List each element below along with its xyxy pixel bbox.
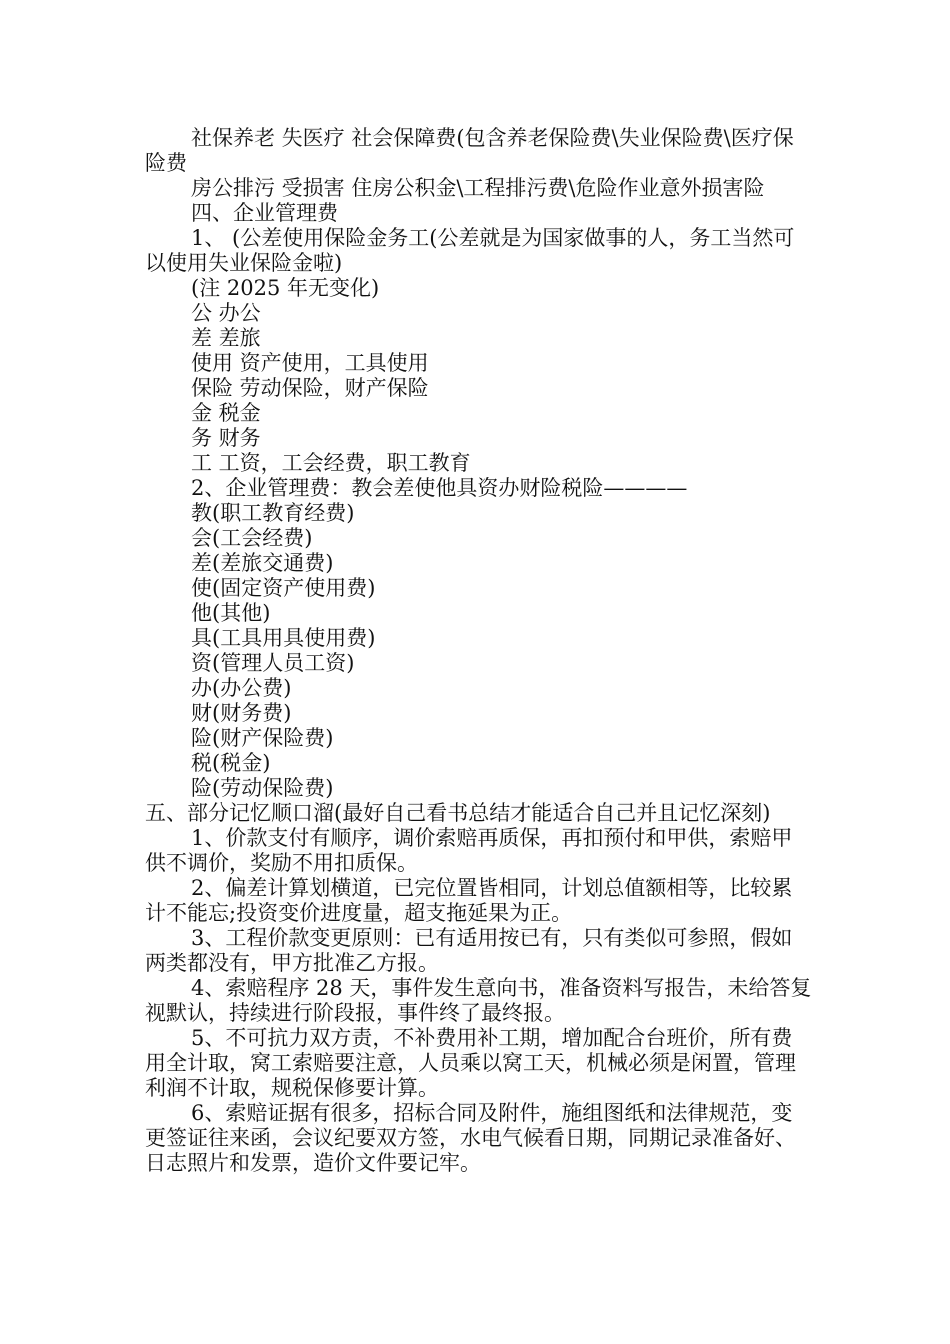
text-line: (注 2025 年无变化) (191, 276, 380, 300)
text-line: 差 差旅 (191, 326, 261, 350)
text-line: 5、不可抗力双方责，不补费用补工期，增加配合台班价，所有费用全计取，窝工索赔要注意，人员乘以窝工天，机械必须是闲置，管理利润不计取，规税保修要计算。 (145, 1026, 796, 1100)
text-line: 具(工具用具使用费) (191, 626, 376, 650)
text-line: 办(办公费) (191, 676, 292, 700)
text-line: 房公排污 受损害 住房公积金\工程排污费\危险作业意外损害险 (191, 176, 765, 200)
text-line: 务 财务 (191, 426, 261, 450)
text-line: 社保养老 失医疗 社会保障费(包含养老保险费\失业保险费\医疗保险费 (145, 126, 794, 175)
text-line: 教(职工教育经费) (191, 501, 355, 525)
text-line: 资(管理人员工资) (191, 651, 355, 675)
text-line: 保险 劳动保险，财产保险 (191, 376, 429, 400)
text-line: 3、工程价款变更原则：已有适用按已有，只有类似可参照，假如两类都没有，甲方批准乙方报。 (145, 926, 793, 975)
text-line: 2、偏差计算划横道，已完位置皆相同，计划总值额相等，比较累计不能忘;投资变价进度量，超支拖延果为正。 (145, 876, 793, 925)
text-line: 6、索赔证据有很多，招标合同及附件，施组图纸和法律规范，变更签证往来函，会议纪要双方签，水电气候看日期，同期记录准备好、日志照片和发票，造价文件要记牢。 (145, 1101, 796, 1175)
text-line: 2、企业管理费：教会差使他具资办财险税险———— (191, 476, 688, 500)
text-line: 险(劳动保险费) (191, 776, 334, 800)
text-line: 1、价款支付有顺序，调价索赔再质保，再扣预付和甲供，索赔甲供不调价，奖励不用扣质保。 (145, 826, 793, 875)
document-body (145, 126, 813, 1176)
text-line: 险(财产保险费) (191, 726, 334, 750)
text-line: 使(固定资产使用费) (191, 576, 376, 600)
section-heading: 五、部分记忆顺口溜(最好自己看书总结才能适合自己并且记忆深刻) (145, 801, 771, 825)
text-line: 金 税金 (191, 401, 261, 425)
text-line: 差(差旅交通费) (191, 551, 334, 575)
section-heading: 四、企业管理费 (191, 201, 338, 225)
text-line: 税(税金) (191, 751, 271, 775)
text-line: 工 工资，工会经费，职工教育 (191, 451, 471, 475)
text-line: 他(其他) (191, 601, 271, 625)
text-line: 会(工会经费) (191, 526, 313, 550)
text-line: 公 办公 (191, 301, 261, 325)
text-line: 财(财务费) (191, 701, 292, 725)
text-line: 1、 (公差使用保险金务工(公差就是为国家做事的人，务工当然可以使用失业保险金啦) (145, 226, 795, 275)
text-line: 4、索赔程序 28 天，事件发生意向书，准备资料写报告，未给答复视默认，持续进行阶段报，事件终了最终报。 (145, 976, 812, 1025)
text-line: 使用 资产使用，工具使用 (191, 351, 429, 375)
